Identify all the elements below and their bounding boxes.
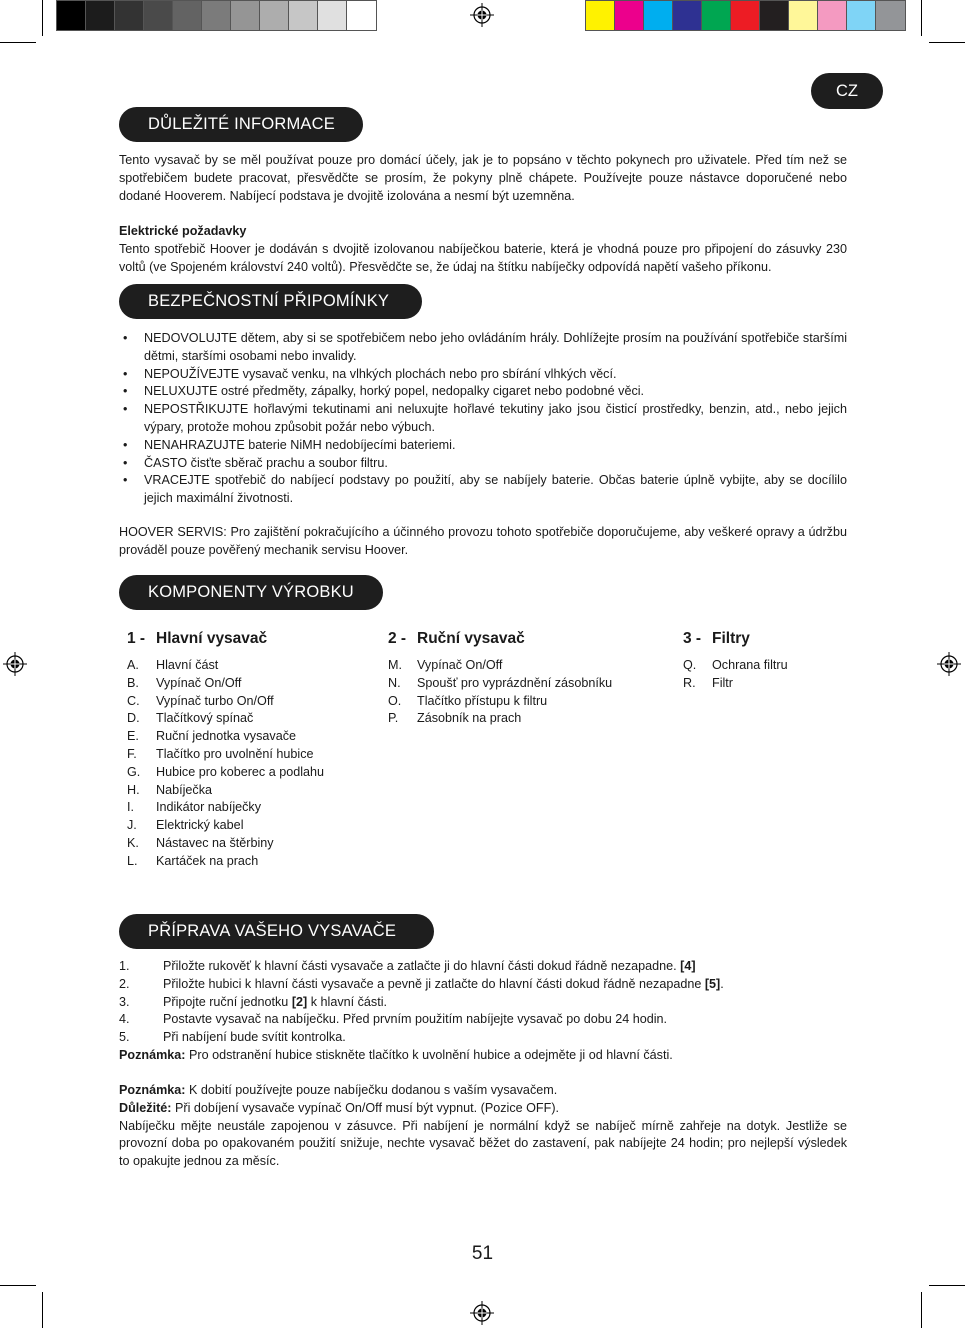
language-badge: CZ (811, 73, 883, 109)
step-text: Přiložte hubici k hlavní části vysavače a pevně ji zatlačte do hlavní části dokud řádně nezapadne (163, 976, 705, 991)
crop-mark (0, 42, 36, 43)
electrical-heading: Elektrické požadavky (119, 224, 247, 238)
list-item (119, 1011, 847, 1029)
bullet-icon: • (123, 437, 128, 452)
item-letter: K. (127, 835, 139, 850)
important-label: Důležité: (119, 1100, 172, 1115)
electrical-requirements (119, 223, 847, 276)
list-item (127, 693, 324, 711)
crop-mark (0, 1285, 36, 1286)
list-item (127, 728, 324, 746)
important-text: Při dobíjení vysavače vypínač On/Off musí být vypnut. (Pozice OFF). (171, 1100, 560, 1115)
item-label: Vypínač On/Off (417, 658, 503, 672)
item-letter: N. (388, 675, 401, 690)
color-swatch (347, 1, 376, 30)
item-letter: A. (127, 658, 139, 672)
list-item (119, 437, 847, 455)
color-swatch (673, 1, 702, 30)
step-text: Přiložte rukověť k hlavní části vysavače a zatlačte ji do hlavní části dokud řádně nezapadne. (163, 959, 681, 973)
figure-ref: [2] (291, 994, 308, 1009)
list-item (119, 976, 847, 994)
group-title: Filtry (712, 630, 750, 647)
bullet-icon: • (123, 473, 128, 488)
list-item (388, 710, 612, 728)
color-swatch (847, 1, 876, 30)
item-letter: B. (127, 675, 139, 690)
group-number: 3 - (683, 630, 702, 647)
section-title-preparation: PŘÍPRAVA VAŠEHO VYSAVAČE (119, 914, 434, 949)
registration-mark-icon (937, 652, 961, 676)
item-letter: D. (127, 711, 140, 726)
item-letter: Q. (683, 658, 697, 672)
group-title: Hlavní vysavač (156, 630, 268, 647)
item-label: Hubice pro koberec a podlahu (156, 764, 325, 779)
note-text: Pro odstranění hubice stiskněte tlačítko k uvolnění hubice a odejměte ji od hlavní části. (185, 1048, 673, 1062)
step-number: 2. (119, 976, 130, 991)
item-letter: G. (127, 764, 141, 779)
safety-item-text: VRACEJTE spotřebič do nabíjecí podstavy po použití, aby se nabíjely baterie. Občas baterie úplně vybijte, aby se docílilo jejich maximální životnosti. (144, 473, 847, 506)
color-swatch (789, 1, 818, 30)
item-letter: L. (127, 853, 138, 868)
crop-mark (929, 42, 965, 43)
list-item (119, 383, 847, 401)
step-text: Při nabíjení bude svítit kontrolka. (163, 1030, 346, 1045)
grayscale-calibration-bar (56, 0, 377, 31)
item-label: Kartáček na prach (156, 853, 259, 868)
page-number: 51 (471, 1243, 494, 1264)
list-item (119, 472, 847, 508)
color-swatch (289, 1, 318, 30)
item-label: Zásobník na prach (417, 711, 522, 726)
safety-item-text: NEPOUŽÍVEJTE vysavač venku, na vlhkých plochách nebo pro sbírání vlhkých věcí. (144, 366, 617, 381)
component-group-handheld (388, 629, 612, 728)
item-letter: C. (127, 693, 140, 708)
bullet-icon: • (123, 455, 128, 470)
final-text: Nabíječku mějte neustále zapojenou v zásuvce. Při nabíjení je normální když se nabíječ mírně zahřeje na dotyk. Jestliže se provozní doba po opakovaném použití snižuje, nechte vysavač běžet do zastavení, pak nabíjejte 24 hodin; pro nejlepší výsledek to opakujte jednou za měsíc. (119, 1118, 847, 1169)
safety-item-text: NEPOSTŘIKUJTE hořlavými tekutinami ani neluxujte hořlavé tekutiny jako jsou čisticí prostředky, benzin, atd., nebo jejich výpary, protože mohou způsobit požár nebo výbuch. (144, 402, 847, 434)
electrical-text: Tento spotřebič Hoover je dodáván s dvojitě izolovanou nabíječkou baterie, která je vhodná pouze pro připojení do zásuvky 230 voltů (ve Spojeném království 240 voltů). Přesvědčte se, že údaj na štítku nabíječky odpovídá napětí vašeho příkonu. (119, 241, 847, 274)
service-note (119, 524, 847, 560)
list-item (127, 710, 324, 728)
item-label: Nástavec na štěrbiny (156, 835, 274, 850)
section-title-components: KOMPONENTY VÝROBKU (119, 575, 383, 610)
list-item (127, 782, 324, 800)
list-item (119, 401, 847, 437)
list-item (127, 853, 324, 871)
list-item (683, 675, 788, 693)
bullet-icon: • (123, 402, 128, 417)
safety-item-text: NELUXUJTE ostré předměty, zápalky, horký popel, nedopalky cigaret nebo podobné věci. (144, 384, 645, 399)
section-title-safety: BEZPEČNOSTNÍ PŘIPOMÍNKY (119, 284, 422, 319)
color-swatch (318, 1, 347, 30)
section-title-important: DŮLEŽITÉ INFORMACE (119, 107, 363, 142)
list-item (119, 994, 847, 1012)
item-label: Ruční jednotka vysavače (156, 729, 297, 744)
item-letter: F. (127, 746, 137, 761)
item-label: Vypínač On/Off (156, 675, 242, 690)
color-swatch (86, 1, 115, 30)
step-text: Připojte ruční jednotku (163, 994, 292, 1009)
list-item (388, 657, 612, 675)
note-text: K dobití používejte pouze nabíječku dodanou s vaším vysavačem. (185, 1083, 558, 1097)
item-label: Elektrický kabel (156, 818, 244, 833)
step-text: Postavte vysavač na nabíječku. Před prvním použitím nabíjejte vysavač po dobu 24 hodin. (163, 1012, 668, 1027)
list-item (127, 746, 324, 764)
list-item (127, 675, 324, 693)
registration-mark-icon (470, 3, 494, 27)
step-number: 1. (119, 959, 130, 973)
list-item (127, 657, 324, 675)
registration-mark-icon (3, 652, 27, 676)
safety-item-text: NEDOVOLUJTE dětem, aby si se spotřebičem nebo jeho ovládáním hrály. Dohlížejte prosím na používání spotřebiče staršími dětmi, staršími osobami nebo invalidy. (144, 331, 847, 363)
step-number: 3. (119, 994, 130, 1009)
step-number: 4. (119, 1012, 130, 1027)
preparation-steps (119, 958, 847, 1047)
list-item (127, 764, 324, 782)
item-label: Vypínač turbo On/Off (156, 693, 274, 708)
list-item (119, 958, 847, 976)
item-label: Tlačítkový spínač (156, 711, 254, 726)
color-swatch (876, 1, 905, 30)
safety-item-text: ČASTO čisťte sběrač prachu a soubor filtru. (144, 455, 388, 470)
step-number: 5. (119, 1030, 130, 1045)
item-letter: H. (127, 782, 140, 797)
prep-note-1 (119, 1047, 847, 1065)
item-letter: R. (683, 675, 696, 690)
safety-item-text: NENAHRAZUJTE baterie NiMH nedobíjecími bateriemi. (144, 437, 456, 452)
crop-mark (929, 1285, 965, 1286)
crop-mark (921, 1292, 922, 1328)
crop-mark (42, 1292, 43, 1328)
list-item (388, 693, 612, 711)
color-swatch (115, 1, 144, 30)
list-item (683, 657, 788, 675)
group-number: 2 - (388, 630, 407, 647)
color-swatch (144, 1, 173, 30)
group-title: Ruční vysavač (417, 630, 525, 647)
list-item (119, 366, 847, 384)
list-item (127, 835, 324, 853)
figure-ref: [4] (680, 959, 696, 973)
item-letter: M. (388, 658, 402, 672)
color-swatch (702, 1, 731, 30)
item-letter: J. (127, 818, 137, 833)
color-swatch (818, 1, 847, 30)
item-label: Spoušť pro vyprázdnění zásobníku (417, 675, 613, 690)
important-intro-text: Tento vysavač by se měl používat pouze pro domácí účely, jak je to popsáno v těchto pokynech pro uživatele. Před tím než se spotřebičem budete pracovat, přesvědčte se prosím, že pokyny plně chápete. Používejte pouze nástavce doporučené nebo dodané Hooverem. Nabíjecí podstava je dvojitě izolována a nesmí být uzemněna. (119, 153, 847, 203)
bullet-icon: • (123, 366, 128, 381)
important-intro (119, 152, 847, 205)
item-letter: I. (127, 800, 134, 815)
component-group-filters (683, 629, 788, 693)
bullet-icon: • (123, 384, 128, 399)
bullet-icon: • (123, 331, 128, 345)
registration-mark-icon (470, 1301, 494, 1325)
color-swatch (760, 1, 789, 30)
item-letter: E. (127, 729, 139, 744)
color-swatch (231, 1, 260, 30)
item-label: Tlačítko pro uvolnění hubice (156, 746, 314, 761)
item-label: Ochrana filtru (712, 658, 788, 672)
item-label: Hlavní část (156, 658, 219, 672)
item-label: Tlačítko přístupu k filtru (417, 693, 548, 708)
color-calibration-bar (585, 0, 906, 31)
color-swatch (615, 1, 644, 30)
note-label: Poznámka: (119, 1083, 186, 1097)
group-number: 1 - (127, 630, 146, 647)
component-group-main (127, 629, 324, 871)
item-label: Filtr (712, 675, 733, 690)
prep-notes-block (119, 1082, 847, 1171)
color-swatch (644, 1, 673, 30)
item-letter: O. (388, 693, 402, 708)
list-item (119, 455, 847, 473)
color-swatch (57, 1, 86, 30)
color-swatch (202, 1, 231, 30)
item-label: Nabíječka (156, 782, 213, 797)
service-text: HOOVER SERVIS: Pro zajištění pokračujícího a účinného provozu tohoto spotřebiče doporučujeme, aby veškeré opravy a údržbu prováděl pouze pověřený mechanik servisu Hoover. (119, 525, 847, 557)
list-item (127, 799, 324, 817)
list-item (119, 1029, 847, 1047)
item-letter: P. (388, 711, 399, 726)
crop-mark (42, 0, 43, 36)
list-item (119, 330, 847, 366)
step-tail: . (720, 976, 724, 991)
list-item (388, 675, 612, 693)
safety-list (119, 330, 847, 508)
crop-mark (921, 0, 922, 36)
figure-ref: [5] (704, 976, 721, 991)
color-swatch (586, 1, 615, 30)
note-label: Poznámka: (119, 1048, 186, 1062)
color-swatch (260, 1, 289, 30)
color-swatch (731, 1, 760, 30)
color-swatch (173, 1, 202, 30)
step-tail: k hlavní části. (307, 994, 388, 1009)
item-label: Indikátor nabíječky (156, 800, 262, 815)
list-item (127, 817, 324, 835)
